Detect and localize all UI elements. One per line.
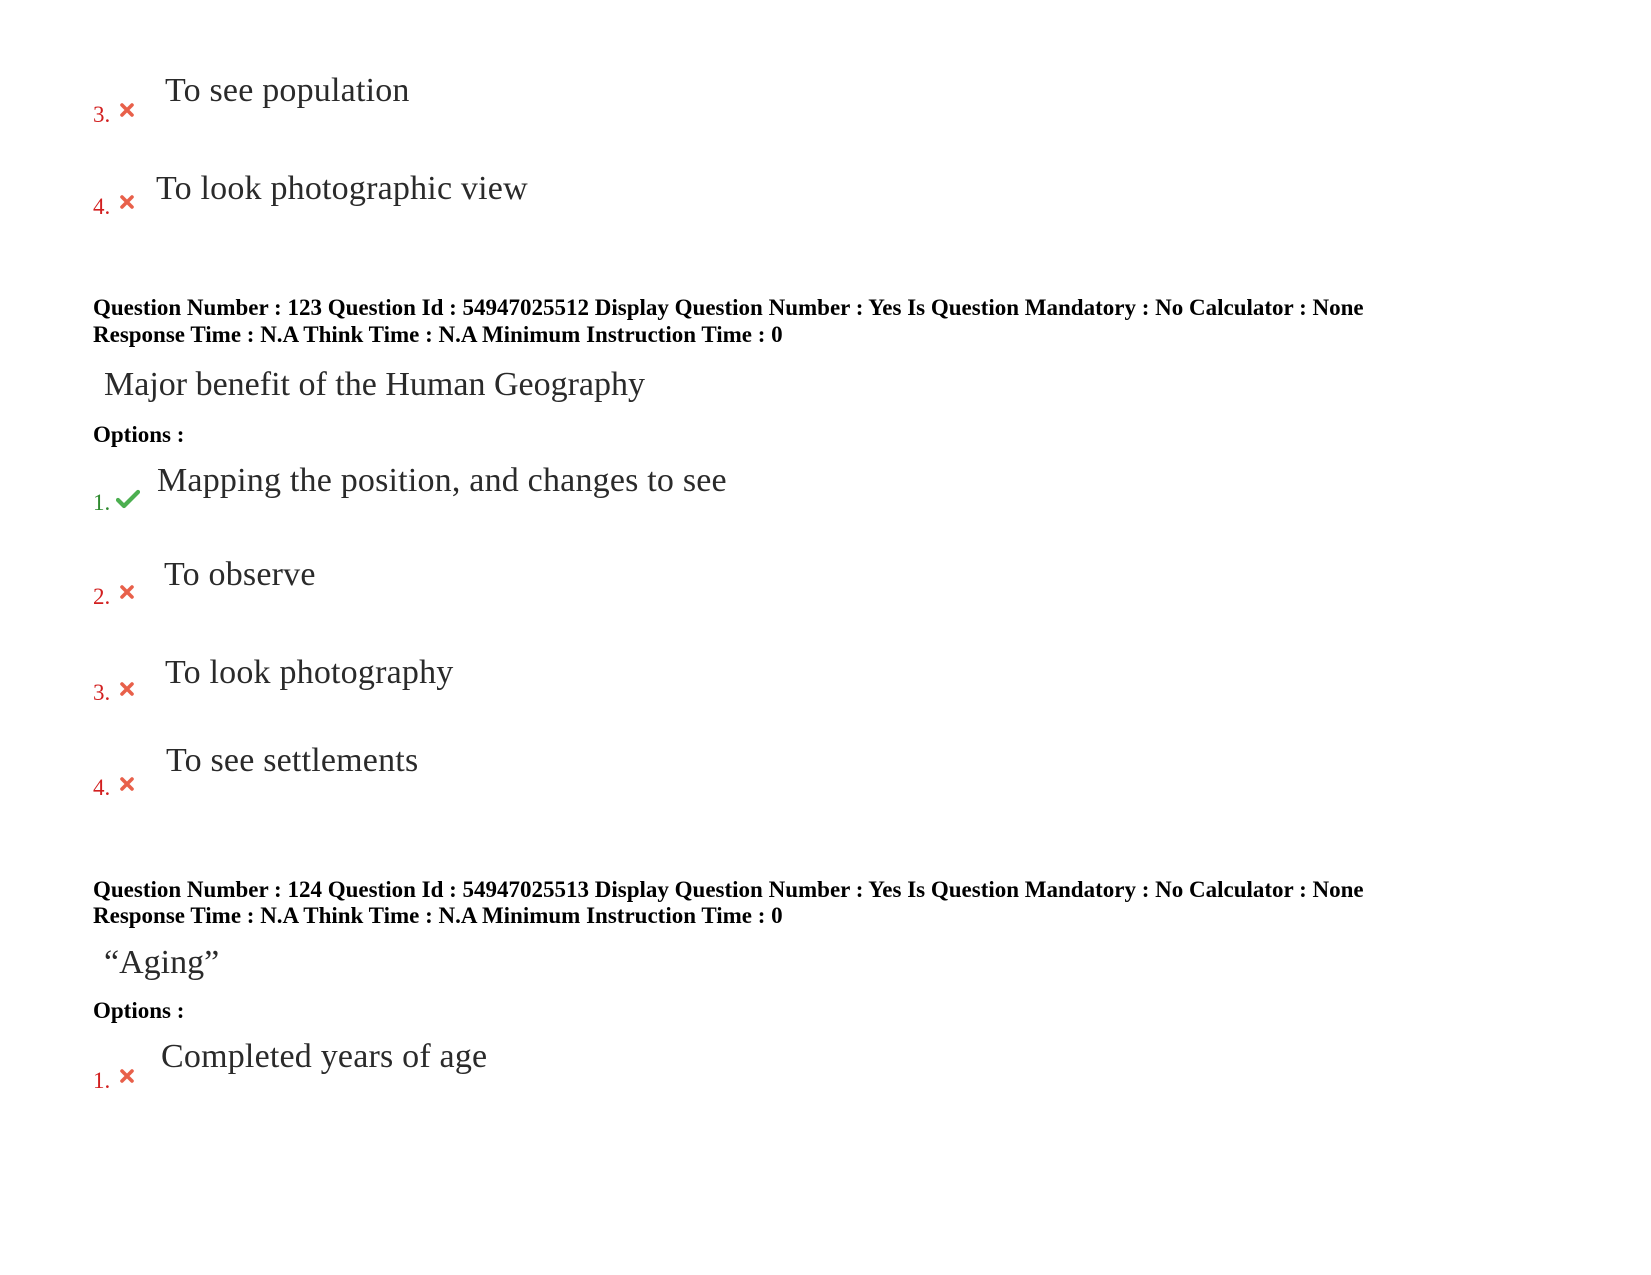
cross-icon (119, 584, 135, 600)
option-number: 4. (93, 775, 111, 800)
cross-icon (119, 102, 135, 118)
option-text: To look photography (165, 654, 454, 691)
option-number: 1. (93, 490, 111, 515)
option-number: 4. (93, 194, 111, 219)
option-text: Mapping the position, and changes to see (157, 462, 727, 499)
question-meta-line2: Response Time : N.A Think Time : N.A Minimum Instruction Time : 0 (93, 903, 783, 928)
option-text: Completed years of age (161, 1038, 488, 1075)
cross-icon (119, 1068, 135, 1084)
question-text: Major benefit of the Human Geography (104, 366, 645, 403)
question-text: “Aging” (104, 944, 220, 981)
options-label: Options : (93, 422, 185, 447)
question-meta-line1: Question Number : 124 Question Id : 54947025513 Display Question Number : Yes Is Question Mandatory : No Calculator : None (93, 877, 1364, 902)
option-number: 3. (93, 102, 111, 127)
cross-icon (119, 194, 135, 210)
option-number: 3. (93, 680, 111, 705)
option-text: To observe (164, 556, 316, 593)
option-text: To see settlements (166, 742, 419, 779)
check-icon (116, 489, 140, 509)
cross-icon (119, 776, 135, 792)
question-meta-line2: Response Time : N.A Think Time : N.A Minimum Instruction Time : 0 (93, 322, 783, 347)
option-text: To look photographic view (156, 170, 528, 207)
question-meta-line1: Question Number : 123 Question Id : 54947025512 Display Question Number : Yes Is Question Mandatory : No Calculator : None (93, 295, 1364, 320)
options-label: Options : (93, 998, 185, 1023)
option-number: 1. (93, 1068, 111, 1093)
cross-icon (119, 681, 135, 697)
option-text: To see population (165, 72, 410, 109)
option-number: 2. (93, 584, 111, 609)
